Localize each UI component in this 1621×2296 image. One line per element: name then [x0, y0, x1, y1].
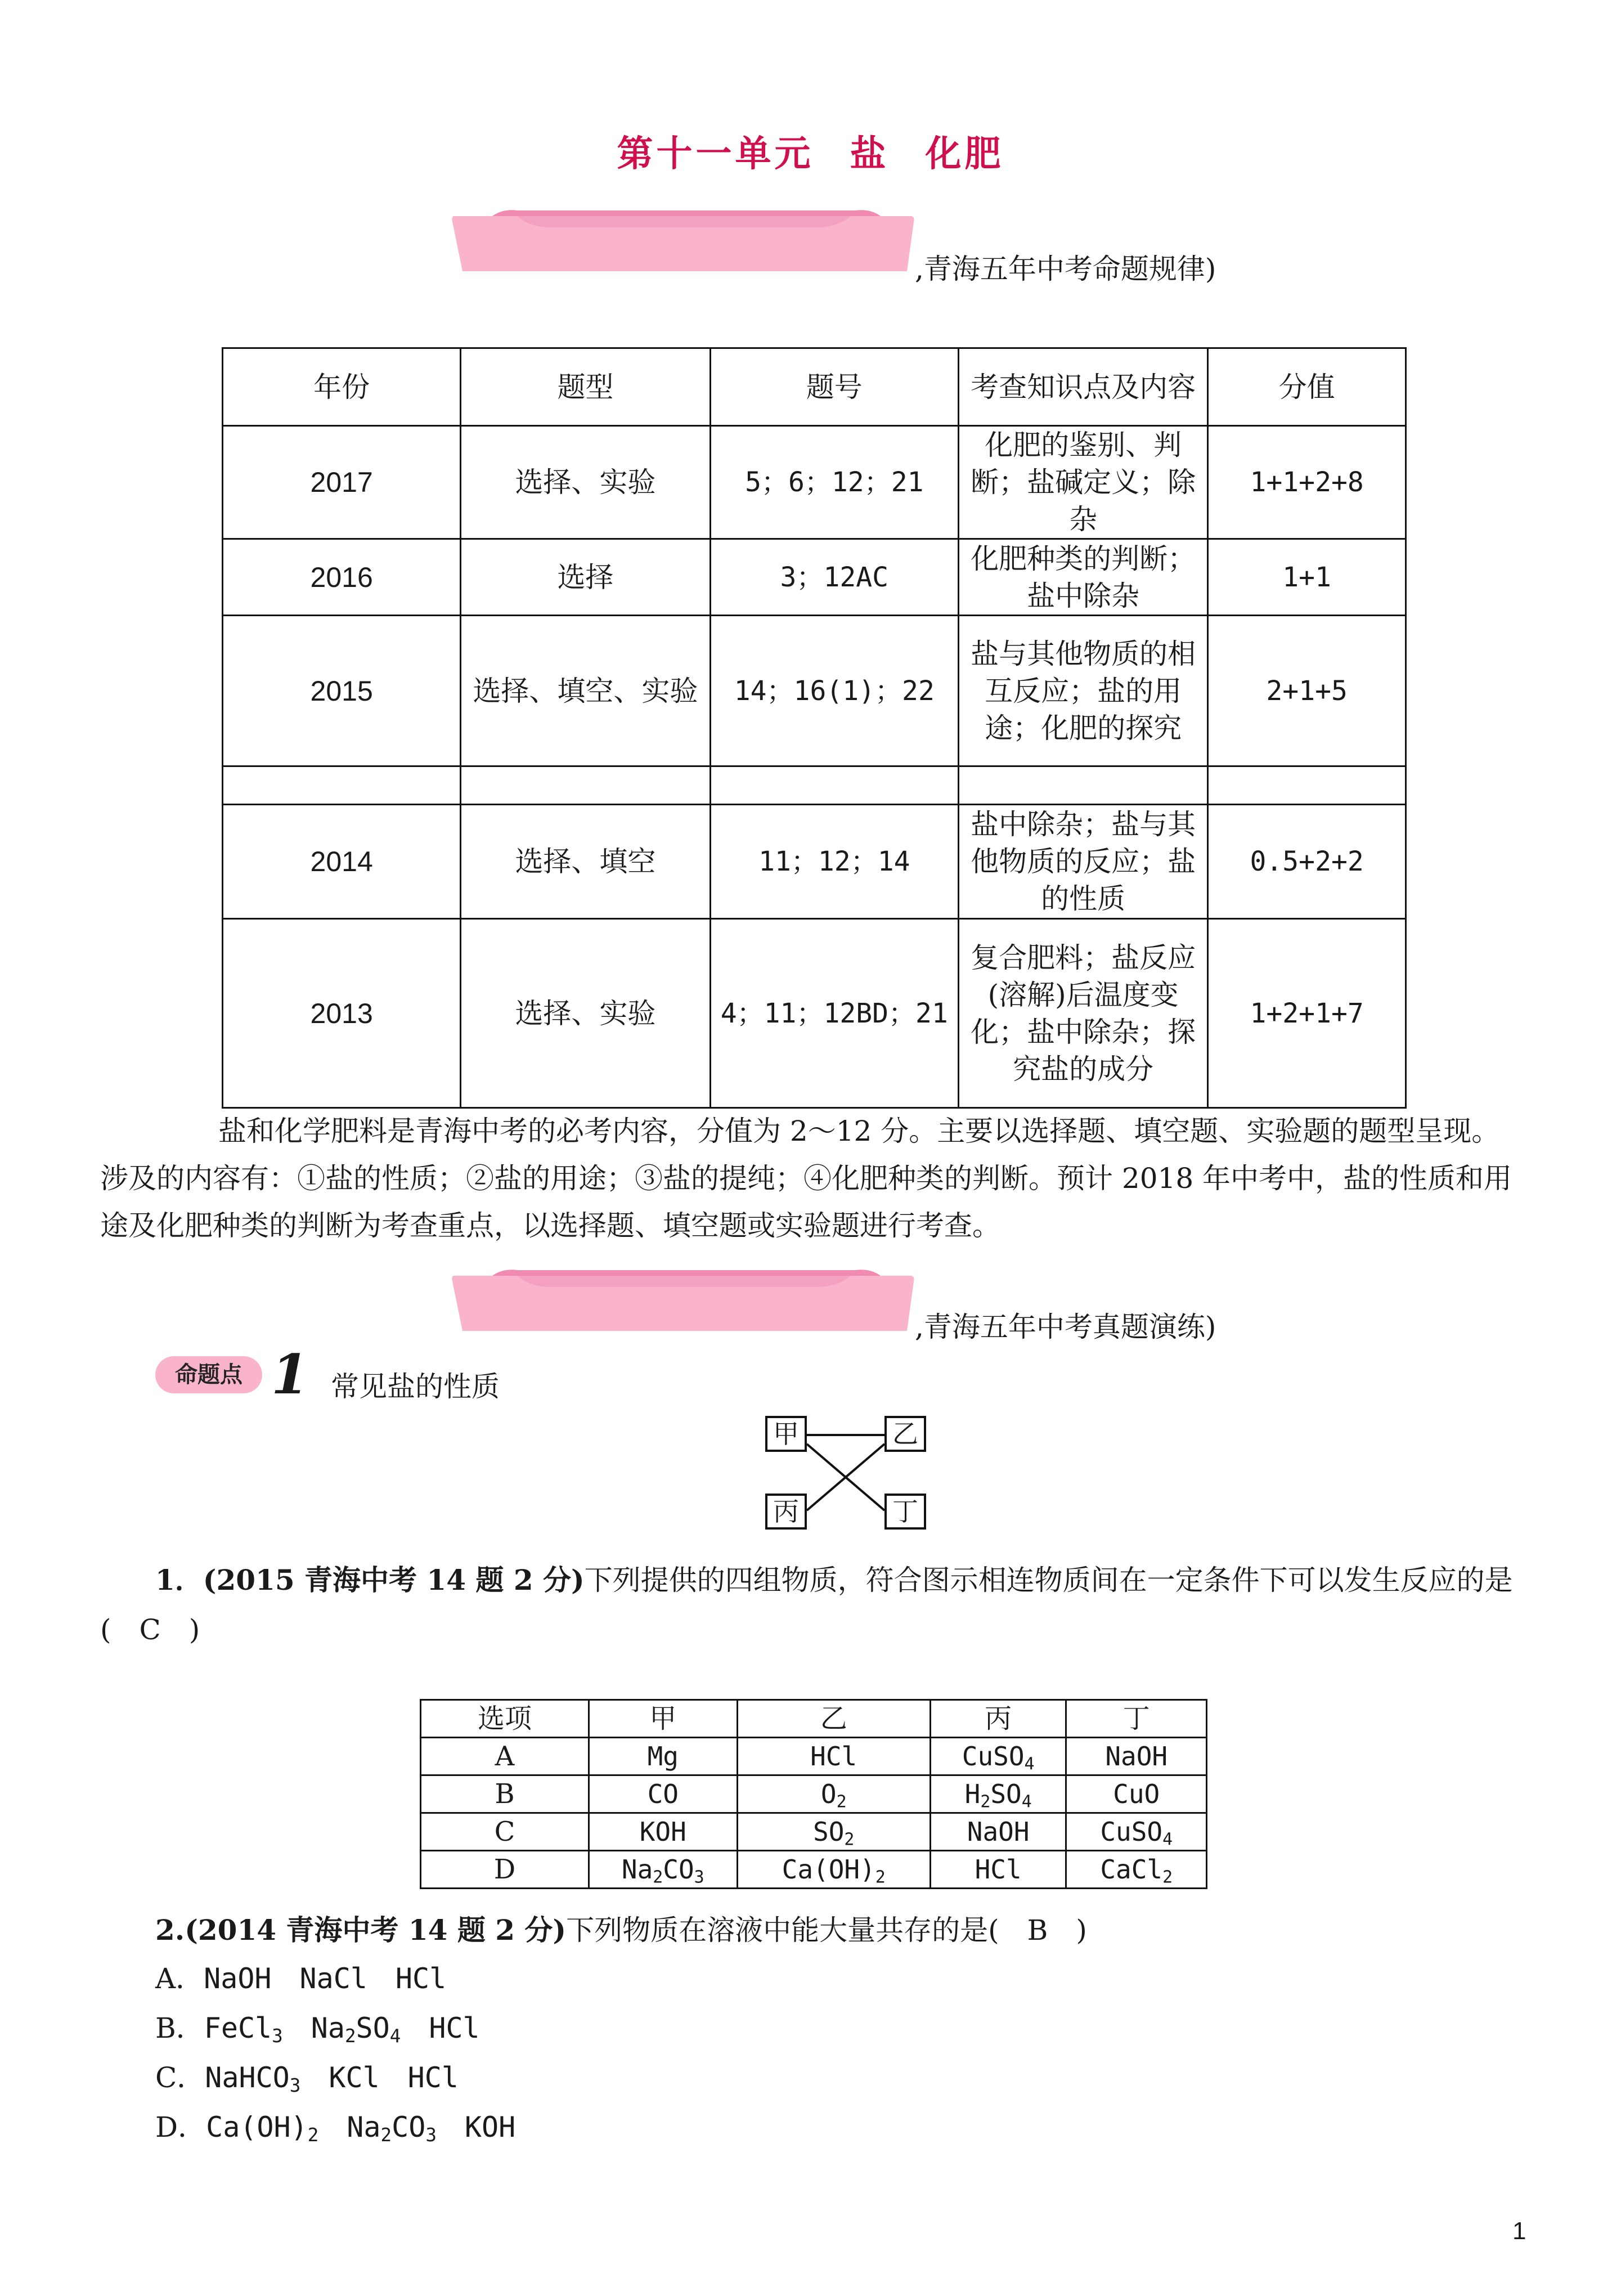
cell-number: 4；11；12BD；21	[710, 919, 958, 1108]
header-option: 选项	[421, 1700, 589, 1738]
table-header-row	[421, 1700, 1207, 1738]
cell-score: 0.5+2+2	[1208, 805, 1406, 919]
cell-number	[710, 766, 958, 805]
table-row	[421, 1775, 1207, 1813]
cell-number: 3；12AC	[710, 539, 958, 616]
cell-formula: HCl	[737, 1738, 930, 1775]
node-ding: 丁	[884, 1494, 926, 1530]
cell-formula: NaOH	[1066, 1738, 1207, 1775]
header-score: 分值	[1208, 348, 1406, 426]
cell-type	[461, 766, 710, 805]
cell-formula: $Na_2CO_3$	[589, 1851, 738, 1889]
banner-label-2: ,青海五年中考真题演练)	[915, 1311, 1216, 1343]
intro-line-2: 涉及的内容有：①盐的性质；②盐的用途；③盐的提纯；④化肥种类的判断。预计 2018 年中考中，盐的性质和用	[100, 1162, 1512, 1195]
header-yi: 乙	[737, 1700, 930, 1738]
table-row	[223, 539, 1406, 616]
option-text: NaOH NaCl HCl	[204, 1962, 447, 1995]
table-row	[421, 1813, 1207, 1851]
cell-type: 选择、实验	[461, 426, 710, 539]
exam-pattern-table	[222, 347, 1407, 1109]
table-row	[223, 919, 1406, 1108]
q2-text: 下列物质在溶液中能大量共存的是( B )	[566, 1914, 1087, 1947]
table-row	[223, 805, 1406, 919]
option-letter: B．	[155, 2012, 204, 2044]
q1-number: 1．	[155, 1563, 203, 1597]
node-bing: 丙	[765, 1494, 807, 1530]
intro-line-1: 盐和化学肥料是青海中考的必考内容，分值为 2～12 分。主要以选择题、填空题、实验题的题型呈现。	[218, 1115, 1500, 1147]
page-title	[0, 125, 1621, 177]
q1-source: (2015 青海中考 14 题 2 分)	[203, 1563, 585, 1597]
header-points: 考查知识点及内容	[959, 348, 1208, 426]
intro-paragraph	[100, 1107, 1535, 1249]
header-bing: 丙	[930, 1700, 1066, 1738]
table-row	[223, 616, 1406, 766]
cell-formula: $H_2SO_4$	[930, 1775, 1066, 1813]
cell-type: 选择、填空	[461, 805, 710, 919]
cell-option: A	[421, 1738, 589, 1775]
header-jia: 甲	[589, 1700, 738, 1738]
cell-type: 选择、填空、实验	[461, 616, 710, 766]
option-letter: A．	[155, 1962, 204, 1995]
cell-score: 2+1+5	[1208, 616, 1406, 766]
option-letter: C．	[155, 2061, 205, 2094]
cell-year: 2013	[223, 919, 461, 1108]
option-letter: D．	[155, 2111, 206, 2143]
cell-formula: $O_2$	[737, 1775, 930, 1813]
cell-formula: CuO	[1066, 1775, 1207, 1813]
cell-points: 盐中除杂；盐与其他物质的反应；盐的性质	[959, 805, 1208, 919]
q2-option-c	[155, 2055, 459, 2096]
cell-points: 复合肥料；盐反应(溶解)后温度变化；盐中除杂；探究盐的成分	[959, 919, 1208, 1108]
point-title: 常见盐的性质	[331, 1370, 500, 1403]
header-ding: 丁	[1066, 1700, 1207, 1738]
option-text: $Ca(OH)_2$ $Na_2CO_3$ KOH	[206, 2111, 516, 2146]
intro-line-3: 途及化肥种类的判断为考查重点，以选择题、填空题或实验题进行考查。	[100, 1209, 1000, 1242]
cell-year: 2015	[223, 616, 461, 766]
cell-points: 盐与其他物质的相互反应；盐的用途；化肥的探究	[959, 616, 1208, 766]
banner-label-1: ,青海五年中考命题规律)	[915, 253, 1216, 285]
table-row	[421, 1738, 1207, 1775]
cell-formula: $SO_2$	[737, 1813, 930, 1851]
cell-formula: HCl	[930, 1851, 1066, 1889]
cell-score: 1+2+1+7	[1208, 919, 1406, 1108]
table-row	[223, 426, 1406, 539]
header-type: 题型	[461, 348, 710, 426]
title-unit: 第十一单元	[617, 133, 814, 175]
cell-option: D	[421, 1851, 589, 1889]
cell-formula: CO	[589, 1775, 738, 1813]
cell-type: 选择、实验	[461, 919, 710, 1108]
cell-option: B	[421, 1775, 589, 1813]
cell-year: 2017	[223, 426, 461, 539]
q2-option-a	[155, 1956, 446, 1997]
q2-option-d	[155, 2105, 515, 2145]
q1-text: 下列提供的四组物质，符合图示相连物质间在一定条件下可以发生反应的是	[584, 1564, 1513, 1597]
cell-formula: CaCl$_2$	[1066, 1851, 1207, 1889]
table-row	[421, 1851, 1207, 1889]
page-number: 1	[1512, 2217, 1526, 2245]
cell-points	[959, 766, 1208, 805]
q2-option-b	[155, 2006, 480, 2046]
header-year: 年份	[223, 348, 461, 426]
header-number: 题号	[710, 348, 958, 426]
cell-number: 11；12；14	[710, 805, 958, 919]
node-yi: 乙	[884, 1416, 926, 1452]
section-banner-1	[450, 208, 917, 276]
node-jia: 甲	[765, 1416, 807, 1452]
reaction-diagram	[765, 1416, 928, 1528]
section-banner-2	[450, 1268, 917, 1335]
q2-source: (2014 青海中考 14 题 2 分)	[185, 1913, 567, 1947]
title-salt: 盐	[850, 133, 890, 175]
cell-score: 1+1	[1208, 539, 1406, 616]
cell-points: 化肥的鉴别、判断；盐碱定义；除杂	[959, 426, 1208, 539]
cell-year	[223, 766, 461, 805]
q1-answer: ( C )	[100, 1613, 200, 1646]
cell-year: 2014	[223, 805, 461, 919]
option-text: NaHCO$_3$ KCl HCl	[205, 2061, 459, 2097]
cell-number: 14；16(1)；22	[710, 616, 958, 766]
cell-formula: $Ca(OH)_2$	[737, 1851, 930, 1889]
cell-formula: Mg	[589, 1738, 738, 1775]
cell-type: 选择	[461, 539, 710, 616]
question-2	[155, 1908, 1087, 1948]
table-row-empty	[223, 766, 1406, 805]
cell-year: 2016	[223, 539, 461, 616]
title-fertilizer: 化肥	[925, 133, 1004, 175]
options-table	[420, 1699, 1207, 1889]
point-badge: 命题点	[155, 1356, 262, 1393]
cell-option: C	[421, 1813, 589, 1851]
cell-formula: CuSO$_4$	[1066, 1813, 1207, 1851]
cell-points: 化肥种类的判断；盐中除杂	[959, 539, 1208, 616]
cell-number: 5；6；12；21	[710, 426, 958, 539]
cell-formula: NaOH	[930, 1813, 1066, 1851]
question-1	[155, 1558, 1513, 1598]
cell-score	[1208, 766, 1406, 805]
cell-formula: CuSO$_4$	[930, 1738, 1066, 1775]
point-number: 1	[271, 1343, 309, 1406]
option-text: FeCl$_3$ $Na_2SO_4$ HCl	[204, 2012, 480, 2047]
table-header-row	[223, 348, 1406, 426]
cell-score: 1+1+2+8	[1208, 426, 1406, 539]
q2-number: 2.	[155, 1913, 185, 1947]
cell-formula: KOH	[589, 1813, 738, 1851]
